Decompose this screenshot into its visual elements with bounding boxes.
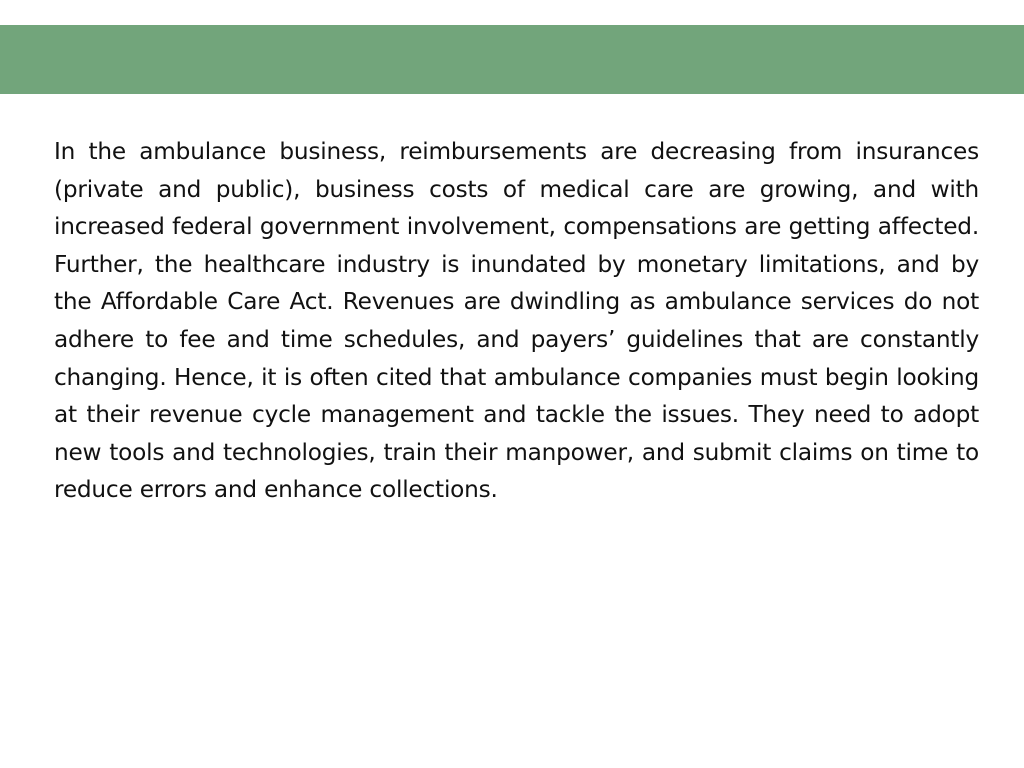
body-paragraph: In the ambulance business, reimbursements are decreasing from insurances (private and public), business costs of medical care are growing, and with increased federal government involvement, compensations are getting affected. Further, the healthcare industry is inundated by monetary limitations, and by the Affordable Care Act. Revenues are dwindling as ambulance services do not adhere to fee and time schedules, and payers’ guidelines that are constantly changing. Hence, it is often cited that ambulance companies must begin looking at their revenue cycle management and tackle the issues. They need to adopt new tools and technologies, train their manpower, and submit claims on time to reduce errors and enhance collections. xyxy=(54,138,979,504)
header-band xyxy=(0,25,1024,94)
